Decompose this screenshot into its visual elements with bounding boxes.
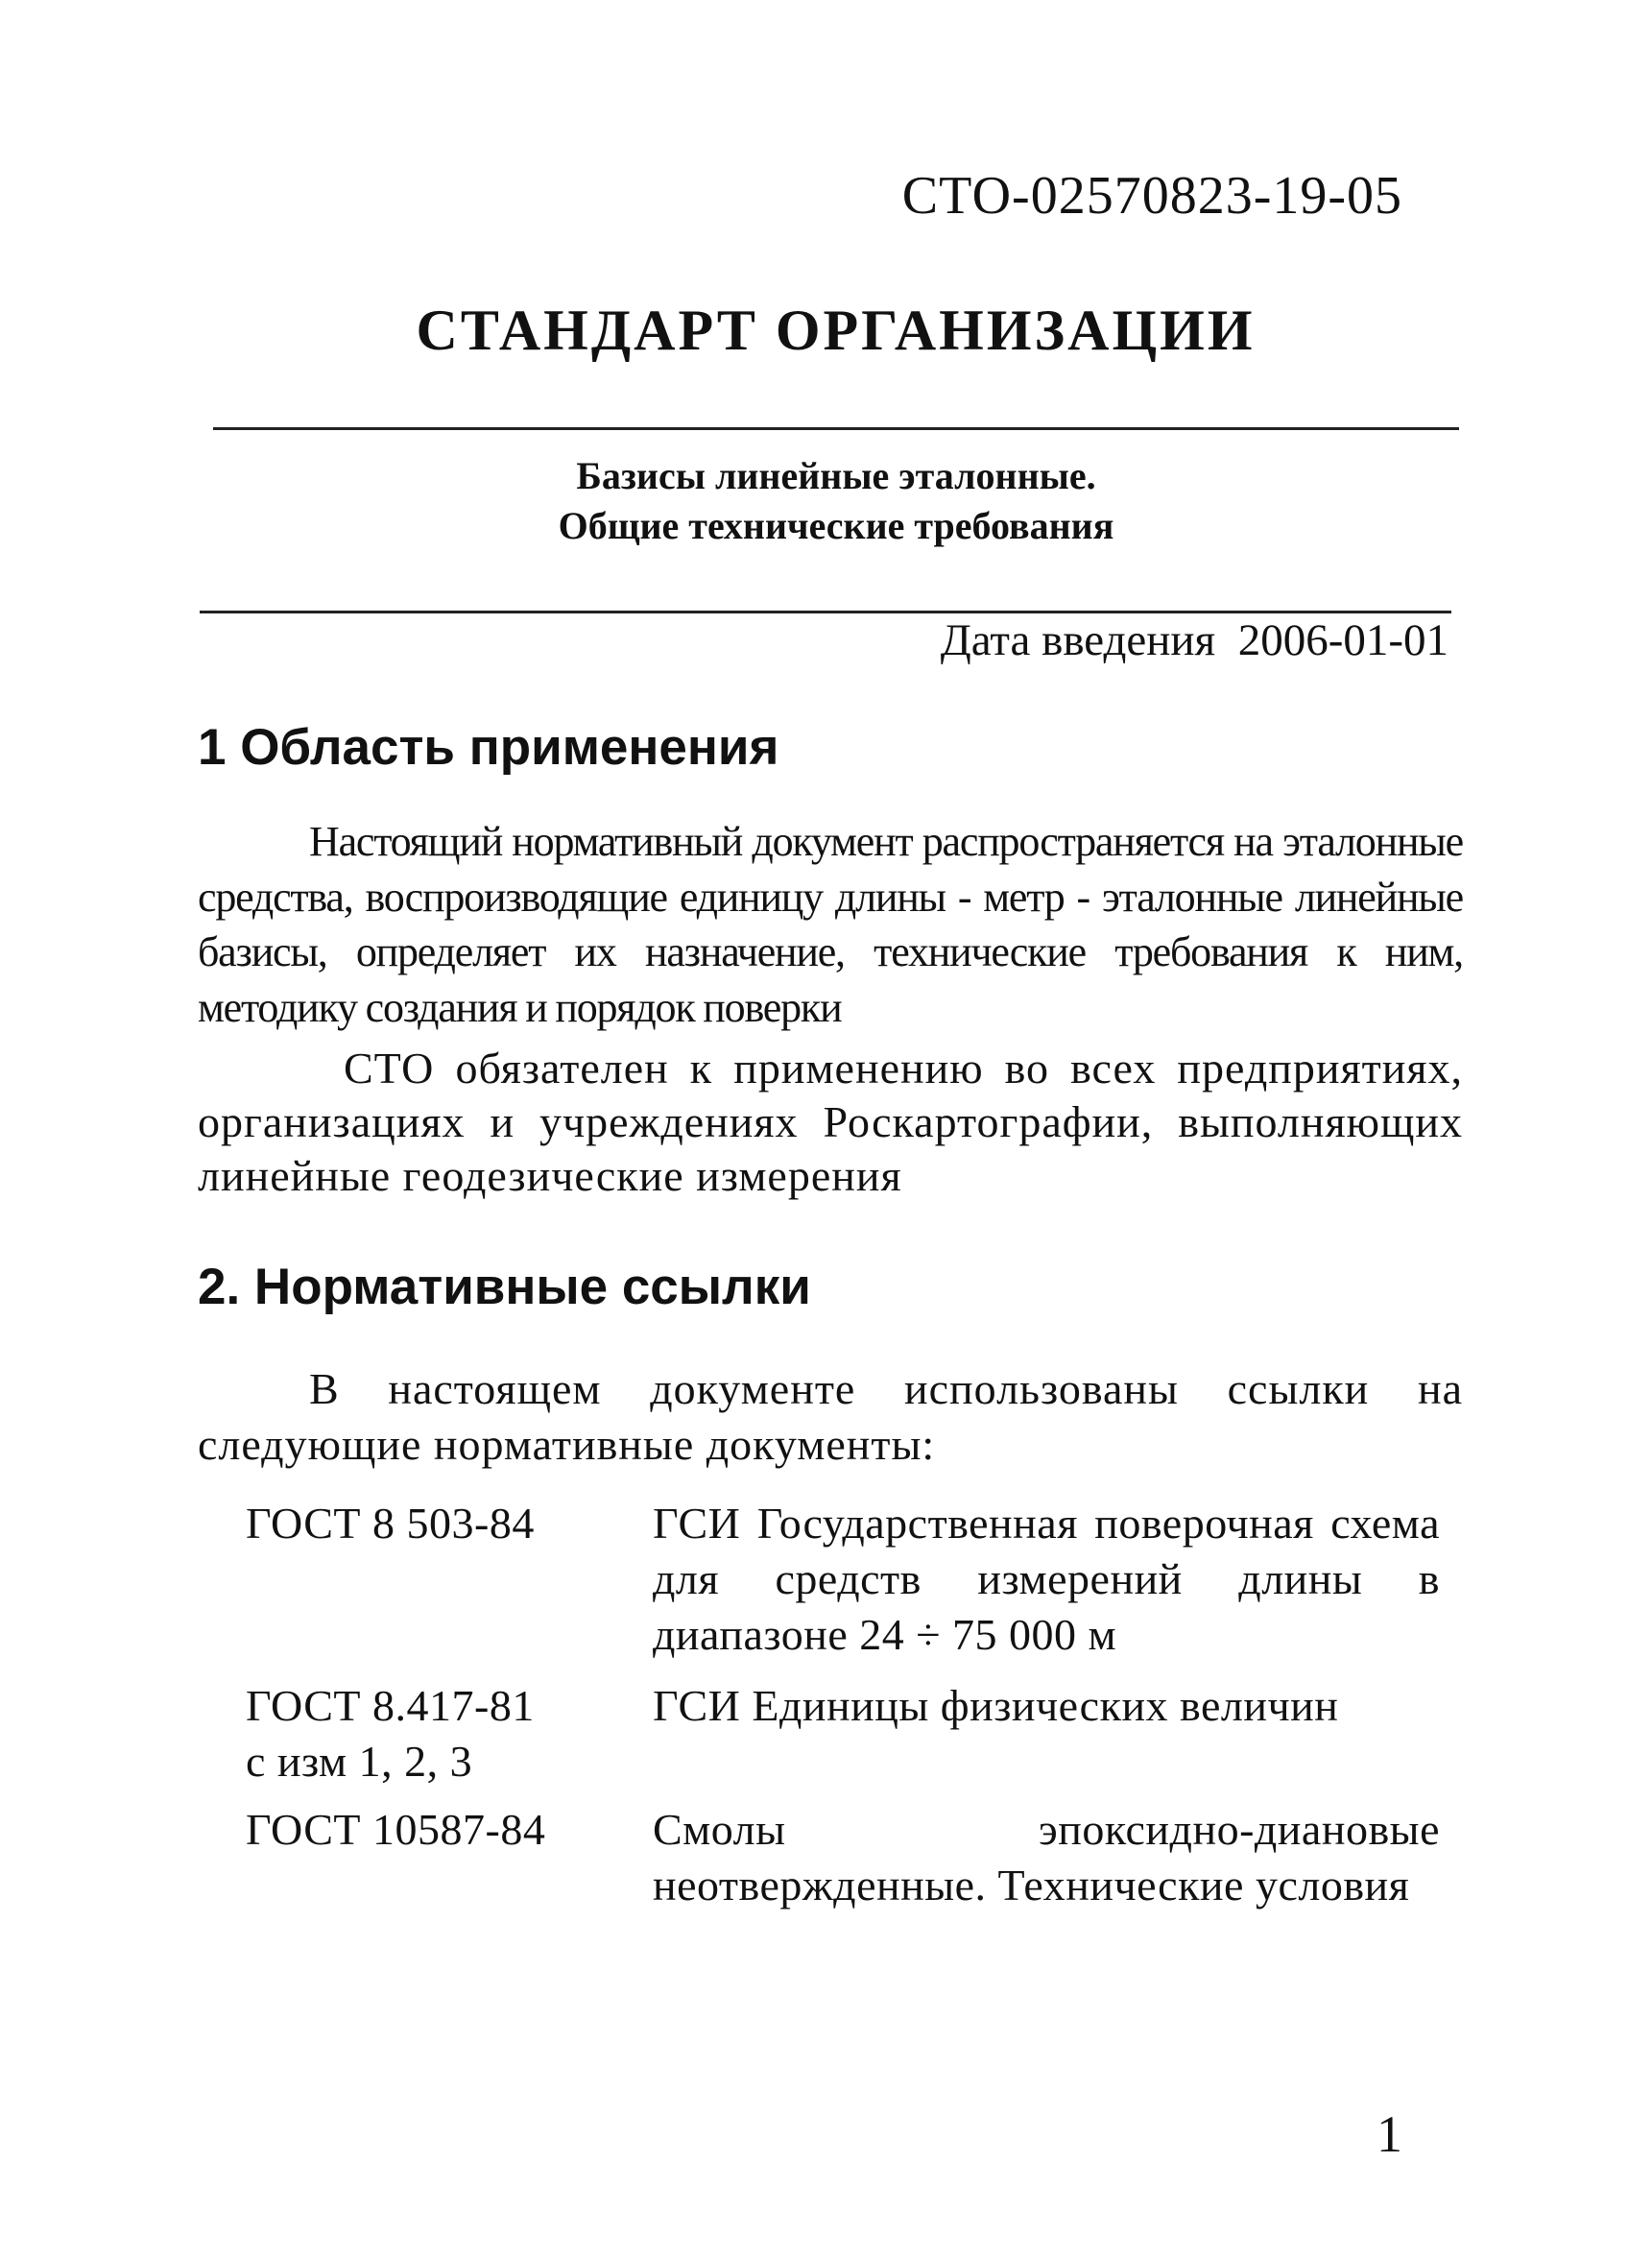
section-2-heading: 2. Нормативные ссылки <box>198 1259 811 1315</box>
section-1-paragraph-2 <box>198 1042 1463 1203</box>
section-1-heading: 1 Область применения <box>198 719 779 776</box>
section-2-intro <box>198 1361 1463 1473</box>
paragraph-text: В настоящем документе использованы ссылки на следующие нормативные документы: <box>198 1364 1463 1469</box>
reference-description: Смолы эпоксидно-диановые неотвержденные. Технические условия <box>653 1805 1440 1910</box>
document-subtitle <box>213 451 1459 551</box>
section-1-paragraph-1 <box>198 814 1463 1035</box>
reference-code-line-2: с изм 1, 2, 3 <box>246 1737 473 1786</box>
paragraph-text: Настоящий нормативный документ распространяется на эталонные средства, воспроизводящие единицу длины - метр - эталонные линейные базисы, определяет их назначение, технические требования к ним, методику создания и порядок поверки <box>198 818 1463 1031</box>
date-label: Дата введения <box>940 615 1216 665</box>
divider-bottom <box>200 611 1451 613</box>
paragraph-text: СТО обязателен к применению во всех предприятиях, организациях и учреждениях Роскартографии, выполняющих линейные геодезические измерения <box>198 1044 1463 1200</box>
reference-code: ГОСТ 10587-84 <box>246 1805 546 1854</box>
reference-code: ГОСТ 8 503-84 <box>246 1499 535 1548</box>
document-title: СТАНДАРТ ОРГАНИЗАЦИИ <box>416 299 1256 362</box>
subtitle-line-1: Базисы линейные эталонные. <box>576 454 1096 497</box>
reference-description: ГСИ Государственная поверочная схема для средств измерений длины в диапазоне 24 ÷ 75 000 м <box>653 1499 1440 1659</box>
effective-date <box>941 614 1448 666</box>
divider-top <box>213 427 1459 430</box>
reference-code <box>246 1678 535 1790</box>
document-number: СТО-02570823-19-05 <box>901 166 1402 226</box>
date-value: 2006-01-01 <box>1237 615 1448 665</box>
reference-description: ГСИ Единицы физических величин <box>653 1681 1339 1730</box>
page-number: 1 <box>1377 2105 1402 2163</box>
subtitle-line-2: Общие технические требования <box>558 504 1114 547</box>
reference-code-line-1: ГОСТ 8.417-81 <box>246 1681 535 1730</box>
